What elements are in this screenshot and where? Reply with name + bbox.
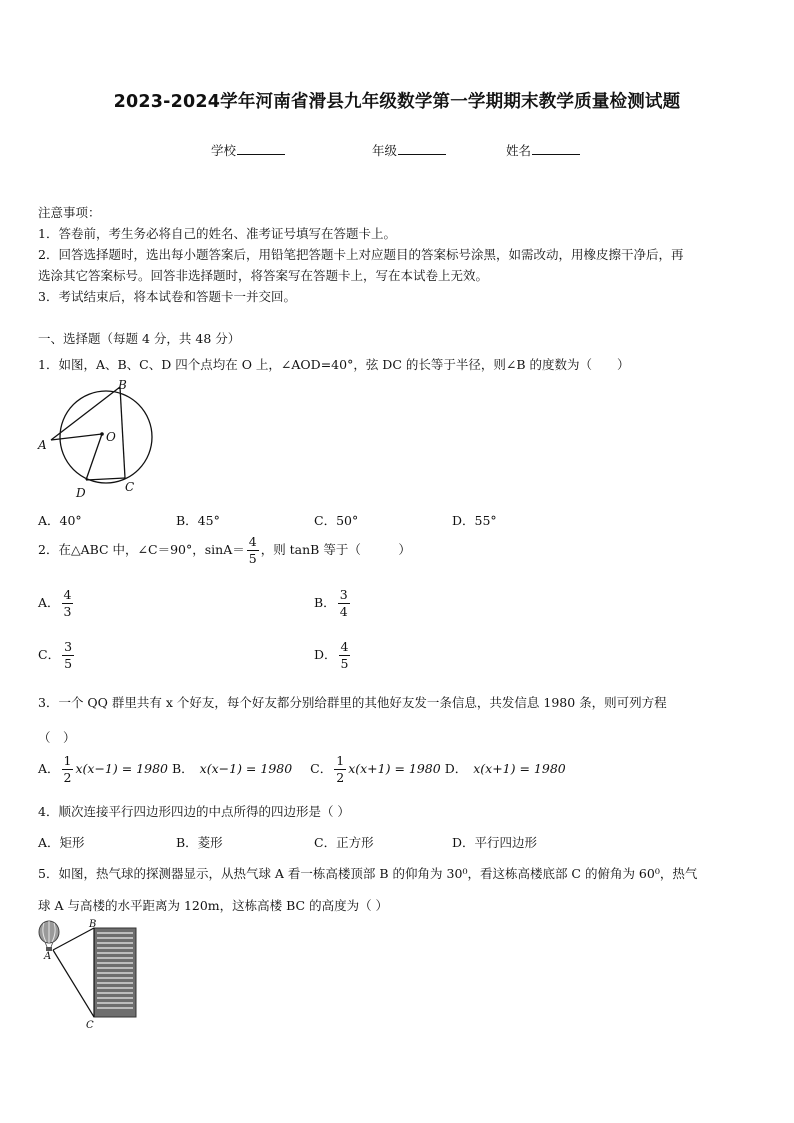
label-c: C: [125, 480, 135, 494]
school-blank: [237, 142, 285, 155]
grade-blank: [398, 142, 446, 155]
label-d: D: [76, 486, 86, 500]
q2-option-d: D． $\frac{4}{5}$: [314, 639, 349, 671]
q3-option-b: B． x(x−1) = 1980: [171, 761, 293, 776]
notice-item-2-cont: 选涂其它答案标号。回答非选择题时，将答案写在答题卡上，写在本试卷上无效。: [38, 268, 489, 283]
q4-stem: 4．顺次连接平行四边形四边的中点所得的四边形是（ ）: [38, 804, 350, 819]
label-a: A: [38, 438, 47, 452]
q1-option-d: D．55°: [452, 513, 497, 528]
line-ac: [53, 950, 94, 1017]
notice-heading: 注意事项：: [38, 205, 101, 220]
school-field: [211, 141, 285, 159]
label-o: O: [106, 430, 116, 444]
name-label: 姓名: [506, 143, 532, 158]
q2-den: 5: [248, 550, 257, 566]
label-b: B: [89, 919, 97, 930]
q2-option-c: C． $\frac{3}{5}$: [38, 639, 73, 671]
notice-item-3: 3．考试结束后，将本试卷和答题卡一并交回。: [38, 289, 296, 304]
q1-stem: 1．如图，A、B、C、D 四个点均在 O 上，∠AOD=40°，弦 DC 的长等于半径，则∠B 的度数为（ ）: [38, 357, 630, 372]
q2-stem: [38, 536, 411, 565]
label-c: C: [86, 1020, 94, 1031]
q1-option-c: C．50°: [314, 513, 359, 528]
chord-dc: [86, 478, 125, 480]
q3-paren: （ ）: [38, 730, 76, 745]
label-a: A: [44, 951, 52, 962]
school-label: 学校: [211, 143, 237, 158]
q5-balloon-figure: [36, 916, 146, 1032]
name-blank: [532, 142, 580, 155]
q4-option-a: A．矩形: [38, 835, 85, 850]
q1-option-b: B．45°: [176, 513, 220, 528]
q1-circle-figure: [34, 377, 164, 502]
q2-option-a: A． $\frac{4}{3}$: [38, 587, 72, 619]
name-field: [506, 141, 580, 159]
q4-option-b: B．菱形: [176, 835, 223, 850]
chord-bc: [120, 387, 125, 478]
q4-option-c: C．正方形: [314, 835, 374, 850]
q2-num: 4: [248, 534, 257, 549]
q2-stem-suffix: ，则 tanB 等于（ ）: [260, 542, 411, 557]
q1-option-a: A．40°: [38, 513, 82, 528]
grade-field: [372, 141, 446, 159]
notice-item-1: 1．答卷前，考生务必将自己的姓名、准考证号填写在答题卡上。: [38, 226, 396, 241]
q3-option-a: A． $\frac{1}{2}$ x(x−1) = 1980: [38, 753, 168, 785]
q3-options-row: [38, 755, 566, 784]
q5-stem-line2: 球 A 与高楼的水平距离为 120m，这栋高楼 BC 的高度为（ ）: [38, 898, 389, 913]
notice-item-2: 2．回答选择题时，选出每小题答案后，用铅笔把答题卡上对应题目的答案标号涂黑，如需改动，用橡皮擦干净后，再: [38, 247, 684, 262]
label-b: B: [118, 378, 127, 392]
q2-option-b: B． $\frac{3}{4}$: [314, 587, 348, 619]
page-title: 2023-2024学年河南省滑县九年级数学第一学期期末教学质量检测试题: [113, 92, 681, 112]
q4-option-d: D．平行四边形: [452, 835, 538, 850]
q2-stem-prefix: 2．在△ABC 中，∠C＝90°，sinA＝: [38, 542, 245, 557]
q3-stem: 3．一个 QQ 群里共有 x 个好友，每个好友都分别给群里的其他好友发一条信息，共发信息 1980 条，则可列方程: [38, 695, 667, 710]
center-point: [100, 432, 104, 436]
q3-option-c: C． $\frac{1}{2}$ x(x+1) = 1980: [310, 753, 441, 785]
segment-od: [86, 434, 102, 480]
grade-label: 年级: [372, 143, 398, 158]
q3-option-d: D． x(x+1) = 1980: [444, 761, 566, 776]
q5-stem-line1: 5．如图，热气球的探测器显示，从热气球 A 看一栋高楼顶部 B 的仰角为 30⁰，看这栋高楼底部 C 的俯角为 60⁰，热气: [38, 866, 698, 881]
section-heading: 一、选择题（每题 4 分，共 48 分）: [38, 331, 241, 346]
q2-fraction: [247, 536, 259, 565]
